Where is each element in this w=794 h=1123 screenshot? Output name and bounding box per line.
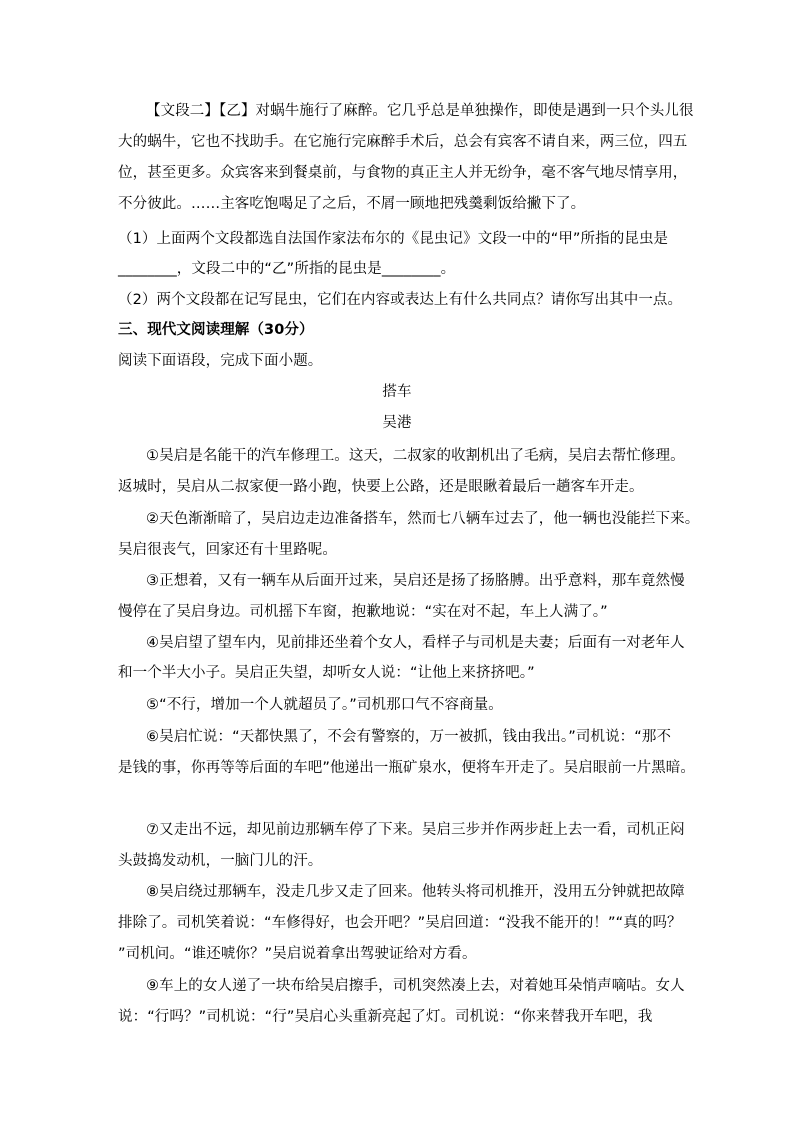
paragraph-line: ”司机问。“谁还唬你？”吴启说着拿出驾驶证给对方看。 — [118, 946, 477, 962]
paragraph-line: 和一个半大小子。吴启正失望，却听女人说：“让他上来挤挤吧。” — [118, 665, 535, 681]
paragraph-line: ②天色渐渐暗了，吴启边走边准备搭车，然而七八辆车过去了，他一辆也没能拦下来。 — [146, 511, 700, 527]
instruction-line: 阅读下面语段，完成下面小题。 — [118, 353, 323, 369]
paragraph-line: ①吴启是名能干的汽车修理工。这天，二叔家的收割机出了毛病，吴启去帮忙修理。 — [146, 448, 685, 464]
section-heading: 三、现代文阅读理解（30分） — [118, 322, 314, 338]
paragraph-line: ⑦又走出不远，却见前边那辆车停了下来。吴启三步并作两步赶上去一看，司机正闷 — [146, 822, 685, 838]
question-1-line: （1）上面两个文段都选自法国作家法布尔的《昆虫记》文段一中的“甲”所指的昆虫是 — [118, 231, 669, 247]
paragraph-line: 是钱的事，你再等等后面的车吧”他递出一瓶矿泉水，便将车开走了。吴启眼前一片黑暗。 — [118, 760, 696, 776]
paragraph-line: ⑧吴启绕过那辆车，没走几步又走了回来。他转头将司机推开，没用五分钟就把故障 — [146, 884, 685, 900]
paragraph-line: 返城时，吴启从二叔家便一路小跑，快要上公路，还是眼瞅着最后一趟客车开走。 — [118, 479, 644, 495]
text-line: 位，甚至更多。众宾客来到餐桌前，与食物的真正主人并无纷争，毫不客气地尽情享用， — [118, 165, 688, 181]
paragraph-line: 头鼓捣发动机，一脑门儿的汗。 — [118, 853, 323, 869]
paragraph-line: 说：“行吗？”司机说：“行”吴启心头重新亮起了灯。司机说：“你来替我开车吧，我 — [118, 1009, 653, 1025]
paragraph-line: 吴启很丧气，回家还有十里路呢。 — [118, 542, 337, 558]
question-2-line: （2）两个文段都在记写昆虫，它们在内容或表达上有什么共同点？请你写出其中一点。 — [118, 292, 683, 308]
paragraph-line: 排除了。司机笑着说：“车修得好，也会开吧？”吴启回道：“没我不能开的！”“真的吗？ — [118, 915, 682, 931]
question-1-blank-line: ________，文段二中的“乙”所指的昆虫是________。 — [118, 261, 456, 277]
text-line: 大的蜗牛，它也不找助手。在它施行完麻醉手术后，总会有宾客不请自来，两三位，四五 — [118, 134, 688, 150]
paragraph-line: 慢停在了吴启身边。司机摇下车窗，抱歉地说：“实在对不起，车上人满了。” — [118, 604, 608, 620]
text-line: 不分彼此。……主客吃饱喝足了之后，不屑一顾地把残羹剩饭给撇下了。 — [118, 196, 586, 212]
paragraph-line: ⑨车上的女人递了一块布给吴启擦手，司机突然凑上去，对着她耳朵悄声嘀咕。女人 — [146, 978, 685, 994]
story-author: 吴港 — [382, 415, 412, 431]
paragraph-line: ③正想着，又有一辆车从后面开过来，吴启还是扬了扬胳膊。出乎意料，那车竟然慢 — [146, 573, 685, 589]
paragraph-line: ④吴启望了望车内，见前排还坐着个女人，看样子与司机是夫妻；后面有一对老年人 — [146, 635, 685, 651]
text-line: 【文段二】【乙】对蜗牛施行了麻醉。它几乎总是单独操作，即使是遇到一只个头儿很 — [146, 103, 694, 119]
paragraph-line: ⑥吴启忙说：“天都快黑了，不会有警察的，万一被抓，钱由我出。”司机说：“那不 — [146, 729, 672, 745]
story-title: 搭车 — [382, 384, 412, 400]
paragraph-line: ⑤“不行，增加一个人就超员了。”司机那口气不容商量。 — [146, 697, 503, 713]
